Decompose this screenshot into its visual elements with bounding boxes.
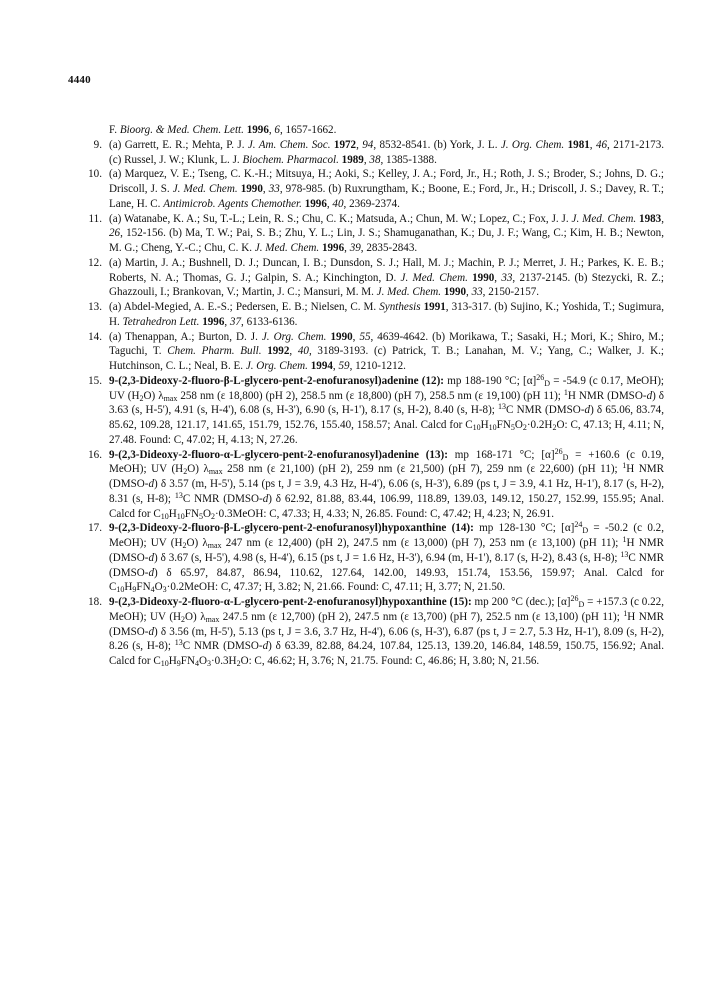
- reference-text-run: 38: [369, 153, 381, 166]
- reference-text-run: , 2835-2843.: [360, 242, 418, 254]
- reference-text-run: D: [578, 600, 585, 609]
- reference-text-run: 26: [570, 594, 579, 603]
- reference-text-run: 2: [236, 659, 241, 668]
- reference-text-run: ) δ 65.06, 83.74, 85.62, 109.28, 121.17, 141.65, 151.79, 152.76, 155.40, 158.57; Anal. Calcd for C: [109, 404, 664, 431]
- reference-text-run: (a) Martin, J. A.; Bushnell, D. J.; Duncan, I. B.; Dunsdon, S. J.; Hall, M. J.; Machin, P. J.; Merret, J. H.; Parkes, K. E. B.; Roberts, N. A.; Thomas, G. J.; Galpin, S. A.; Kinchington, D.: [109, 256, 664, 284]
- reference-text-run: 4: [150, 585, 155, 595]
- reference-text-run: O: C, 47.13; H, 4.11; N, 27.48. Found: C, 47.02; H, 4.13; N, 27.26.: [109, 419, 664, 446]
- reference-text-run: Antimicrob. Agents Chemother.: [163, 197, 302, 210]
- reference-text-run: d: [148, 625, 154, 638]
- reference-text-run: ,: [262, 183, 269, 195]
- reference-text-run: FN: [180, 655, 195, 667]
- reference-text-run: = +160.6 (c 0.19, MeOH); UV (H: [109, 448, 664, 476]
- reference-text-run: FN: [184, 507, 199, 520]
- reference-text-run: ,: [466, 286, 472, 299]
- reference-text-run: Biochem. Pharmacol.: [242, 153, 339, 166]
- reference-text-run: 1996: [321, 242, 345, 254]
- reference-text-run: ·0.2MeOH: C, 47.37; H, 3.82; N, 21.66. Found: C, 47.11; H, 3.77; N, 21.50.: [166, 581, 506, 594]
- reference-text-run: (a) Marquez, V. E.; Tseng, C. K.-H.; Mitsuya, H.; Aoki, S.; Kelley, J. A.; Ford, Jr., H.; Roth, J. S.; Broder, S.; Johns, D. G.; Driscoll, J. S.: [109, 168, 664, 195]
- reference-text-run: 1996: [202, 315, 225, 328]
- reference-item: [80, 330, 664, 374]
- reference-text-run: 1994: [310, 360, 333, 372]
- reference-text-run: C NMR (DMSO-: [109, 551, 664, 579]
- reference-item: [80, 256, 664, 300]
- reference-text-run: FN: [496, 419, 511, 431]
- reference-text-run: 6: [274, 124, 280, 136]
- reference-number: 15.: [88, 374, 102, 387]
- reference-text-run: H: [480, 419, 489, 431]
- reference-text-run: 26: [109, 227, 121, 240]
- reference-text-run: 13: [620, 549, 629, 559]
- reference-text-run: 10: [472, 423, 481, 432]
- reference-text-run: 1: [623, 608, 628, 618]
- page-number: 4440: [68, 74, 91, 86]
- reference-text-run: 2: [182, 541, 187, 550]
- reference-text-run: , 8532-8541. (b) York, J. L.: [373, 138, 501, 151]
- reference-item: [80, 123, 664, 138]
- reference-text-run: O: [154, 581, 163, 594]
- reference-text-run: 9: [132, 585, 137, 595]
- reference-text-run: 4: [194, 659, 199, 668]
- reference-text-run: , 4639-4642. (b) Morikawa, T.; Sasaki, H.; Mori, K.; Shiro, M.; Taguchi, T.: [109, 330, 665, 358]
- reference-text-run: 33: [501, 271, 513, 284]
- reference-text-run: , 3189-3193. (c) Patrick, T. B.; Lanahan, M. V.; Yang, C.; Walker, J. K.; Hutchinson, C. L.; Neal, B. E.: [109, 345, 665, 372]
- reference-list: [80, 123, 664, 669]
- reference-text-run: , 1385-1388.: [380, 153, 437, 166]
- reference-text-run: mp 188-190 °C; [α]: [443, 374, 537, 387]
- reference-text-run: d: [646, 389, 653, 402]
- reference-text-run: 1990: [472, 271, 495, 284]
- reference-text-run: H NMR (DMSO-: [567, 389, 647, 402]
- reference-text-run: 1990: [330, 330, 353, 343]
- reference-text: [109, 595, 664, 669]
- reference-text-run: 247 nm (ε 12,400) (pH 2), 247.5 nm (ε 13,000) (pH 7), 253 nm (ε 13,100) (pH 11);: [221, 537, 623, 549]
- reference-number: 10.: [88, 168, 102, 181]
- reference-text-run: 37: [229, 315, 242, 328]
- reference-text-run: C NMR (DMSO-: [182, 492, 263, 505]
- reference-text-run: 10: [176, 511, 185, 521]
- reference-text: [109, 448, 664, 522]
- reference-text-run: ) δ 62.92, 81.88, 83.44, 106.99, 118.89, 139.03, 149.12, 150.27, 152.99, 155.95; Anal. Calcd for C: [109, 492, 664, 520]
- reference-text-run: O) λ: [185, 610, 206, 623]
- reference-text-run: 2: [210, 511, 215, 521]
- reference-item: [80, 167, 664, 211]
- reference-text-run: ·0.2H: [526, 419, 553, 431]
- reference-text-run: ·0.3H: [210, 655, 237, 667]
- reference-number: 14.: [88, 330, 102, 343]
- reference-text-run: ,: [352, 330, 360, 343]
- reference-number: 12.: [88, 256, 102, 269]
- reference-text-run: mp 128-130 °C; [α]: [473, 522, 575, 535]
- reference-number: 18.: [88, 596, 102, 608]
- reference-text-run: ) δ 3.63 (s, H-5'), 4.91 (s, H-4'), 6.08 (s, H-3'), 6.90 (s, H-1'), 8.17 (s, H-2), 8.40 (s, H-8);: [109, 389, 665, 417]
- reference-text-run: J. Org. Chem.: [500, 138, 565, 151]
- reference-text: [109, 300, 664, 330]
- reference-text-run: 5: [510, 423, 515, 432]
- reference-text-run: ,: [356, 138, 363, 151]
- reference-text-run: max: [207, 541, 222, 550]
- reference-text-run: 13: [174, 490, 183, 500]
- reference-text-run: 26: [554, 446, 563, 456]
- reference-text-run: 33: [268, 183, 280, 195]
- reference-text-run: Synthesis: [379, 301, 421, 313]
- reference-text-run: , 2150-2157.: [482, 286, 540, 299]
- reference-item: [80, 595, 664, 669]
- reference-text-run: J. Med. Chem.: [400, 271, 468, 284]
- reference-item: [80, 138, 664, 168]
- reference-text-run: O: [198, 655, 207, 667]
- reference-text-run: mp 168-171 °C; [α]: [447, 448, 555, 461]
- reference-text-run: , 313-317. (b) Sujino, K.; Yoshida, T.; Sugimura, H.: [109, 301, 664, 328]
- reference-text-run: ) δ 3.56 (m, H-5'), 5.13 (ps t, J = 3.6, 3.7 Hz, H-4'), 6.06 (s, H-3'), 6.87 (ps t, J = 2.7, 5.3 Hz, H-1'), 8.09 (s, H-2), 8.26 (s, H-8);: [109, 625, 664, 653]
- reference-text-run: , 978-985. (b) Ruxrungtham, K.; Boone, E.; Ford, Jr., H.; Driscoll, J. S.; Davey, R. T.; Lane, H. C.: [109, 183, 664, 210]
- reference-text-run: d: [148, 478, 154, 490]
- reference-text-run: J. Am. Chem. Soc.: [247, 138, 331, 151]
- reference-text-run: 2: [181, 614, 186, 624]
- reference-text: [109, 212, 664, 256]
- reference-text-run: ) δ 3.57 (m, H-5'), 5.14 (ps t, J = 3.9, 4.3 Hz, H-4'), 6.06 (s, H-3'), 6.89 (ps t, J = 3.9, 4.1 Hz, H-1'), 8.17 (s, H-2), 8.31 (s, H-8);: [109, 478, 664, 505]
- reference-text-run: H: [168, 655, 177, 667]
- reference-item: [80, 448, 664, 522]
- reference-text-run: H NMR (DMSO-: [109, 537, 664, 564]
- reference-text-run: ) δ 3.67 (s, H-5'), 4.98 (s, H-4'), 6.15 (ps t, J = 1.6 Hz, H-3'), 6.94 (m, H-1'), 8.17 (s, H-2), 8.43 (s, H-8);: [154, 551, 621, 564]
- reference-text-run: J. Med. Chem.: [571, 212, 637, 225]
- reference-text-run: J. Med. Chem.: [172, 183, 238, 195]
- reference-text-run: 3: [206, 659, 211, 668]
- reference-text-run: 258 nm (ε 21,100) (pH 2), 259 nm (ε 21,500) (pH 7), 259 nm (ε 22,600) (pH 11);: [222, 463, 623, 476]
- reference-text-run: d: [584, 404, 591, 417]
- reference-number: 17.: [88, 522, 102, 535]
- reference-text: [109, 167, 664, 211]
- reference-text-run: C NMR (DMSO-: [506, 404, 585, 417]
- reference-text-run: ,: [661, 212, 664, 225]
- reference-text: [109, 138, 664, 168]
- reference-text-run: H NMR (DMSO-: [109, 463, 665, 490]
- reference-text-run: = -54.9 (c 0.17, MeOH); UV (H: [109, 374, 664, 402]
- reference-text-run: Chem. Pharm. Bull.: [167, 345, 262, 358]
- reference-text-run: J. Med. Chem.: [254, 242, 320, 254]
- reference-text-run: 10: [160, 511, 169, 521]
- reference-text: [109, 374, 664, 448]
- reference-text-run: 9-(2,3-Dideoxy-2-fluoro-α-L-glycero-pent-2-enofuranosyl)adenine (13):: [109, 448, 448, 461]
- reference-text-run: Bioorg. & Med. Chem. Lett.: [119, 124, 244, 136]
- reference-text-run: 1: [622, 535, 627, 544]
- reference-text-run: = -50.2 (c 0.2, MeOH); UV (H: [109, 522, 664, 549]
- reference-text-run: H: [124, 581, 133, 594]
- reference-text-run: ,: [224, 315, 230, 328]
- reference-text-run: max: [208, 467, 223, 477]
- reference-text-run: 3: [162, 585, 167, 595]
- reference-text-run: 2: [183, 467, 188, 477]
- reference-text-run: 1989: [341, 153, 364, 166]
- reference-text-run: ,: [363, 153, 370, 166]
- reference-text-run: O: [514, 419, 523, 431]
- reference-text-run: 1992: [267, 345, 290, 358]
- reference-text-run: D: [562, 452, 569, 462]
- reference-item: [80, 521, 664, 595]
- reference-text-run: 1981: [567, 138, 590, 151]
- reference-text-run: 26: [536, 372, 545, 382]
- reference-text: [109, 330, 664, 374]
- reference-text: [109, 521, 664, 595]
- reference-text-run: ,: [589, 138, 596, 151]
- reference-text-run: 94: [362, 138, 374, 151]
- reference-text-run: J. Med. Chem.: [376, 286, 442, 299]
- reference-text-run: 13: [498, 402, 507, 412]
- reference-text-run: (a) Abdel-Megied, A. E.-S.; Pedersen, E. B.; Nielsen, C. M.: [109, 301, 380, 313]
- reference-text-run: ,: [268, 124, 275, 136]
- reference-text-run: ,: [326, 197, 333, 210]
- reference-text-run: 1996: [304, 197, 327, 210]
- reference-text-run: 24: [574, 520, 583, 530]
- reference-text-run: , 2171-2173. (c) Russel, J. W.; Klunk, L. J.: [109, 138, 665, 166]
- reference-text-run: 55: [359, 330, 371, 343]
- reference-text-run: 10: [116, 585, 125, 595]
- reference-text-run: H: [168, 507, 177, 520]
- reference-text-run: ,: [289, 345, 298, 358]
- reference-text-run: d: [148, 551, 154, 564]
- reference-text-run: 10: [488, 423, 497, 432]
- reference-text-run: 10: [160, 659, 169, 668]
- reference-text-run: 9: [176, 659, 181, 668]
- reference-text-run: 5: [198, 511, 203, 521]
- reference-text-run: (a) Garrett, E. R.; Mehta, P. J.: [109, 138, 248, 151]
- reference-text-run: mp 200 °C (dec.); [α]: [471, 596, 571, 608]
- reference-text-run: J. Org. Chem.: [245, 360, 308, 372]
- reference-number: 13.: [88, 301, 102, 313]
- reference-text-run: ) δ 63.39, 82.88, 84.24, 107.84, 125.13, 139.20, 146.84, 148.59, 150.75, 156.92; Anal. Calcd for C: [109, 640, 664, 667]
- reference-item: [80, 374, 664, 448]
- reference-text-run: d: [148, 566, 154, 579]
- reference-text-run: 1990: [443, 286, 467, 299]
- reference-text: [109, 123, 664, 138]
- reference-text-run: 39: [349, 242, 361, 254]
- reference-text-run: D: [544, 378, 551, 388]
- reference-text-run: 9-(2,3-Dideoxy-2-fluoro-β-L-glycero-pent-2-enofuranosyl)adenine (12):: [109, 374, 444, 387]
- reference-text-run: 59: [338, 360, 350, 372]
- reference-text-run: ·0.3MeOH: C, 47.33; H, 4.33; N, 26.85. Found: C, 47.42; H, 4.23; N, 26.91.: [214, 507, 554, 520]
- reference-text-run: ,: [494, 271, 502, 284]
- reference-text-run: O) λ: [143, 389, 164, 402]
- reference-item: [80, 300, 664, 330]
- reference-text-run: F.: [109, 124, 120, 136]
- reference-text-run: O: C, 46.62; H, 3.76; N, 21.75. Found: C, 46.86; H, 3.80; N, 21.56.: [240, 655, 540, 667]
- reference-text-run: = +157.3 (c 0.22, MeOH); UV (H: [109, 596, 664, 623]
- reference-text-run: D: [582, 526, 589, 536]
- reference-text-run: 1972: [333, 138, 357, 151]
- reference-text-run: 2: [552, 423, 557, 432]
- reference-text-run: 46: [595, 138, 608, 151]
- reference-text-run: 9-(2,3-Dideoxy-2-fluoro-α-L-glycero-pent-2-enofuranosyl)hypoxanthine (15):: [109, 596, 472, 608]
- reference-text-run: Tetrahedron Lett.: [122, 315, 200, 328]
- reference-text-run: (a) Thenappan, A.; Burton, D. J.: [109, 330, 262, 343]
- reference-text-run: 9-(2,3-Dideoxy-2-fluoro-β-L-glycero-pent-2-enofuranosyl)hypoxanthine (14):: [109, 522, 474, 535]
- reference-text-run: (a) Watanabe, K. A.; Su, T.-L.; Lein, R. S.; Chu, C. K.; Matsuda, A.; Chun, M. W.; Lopez, C.; Fox, J. J.: [109, 212, 572, 225]
- reference-text-run: ,: [332, 360, 339, 372]
- reference-text-run: 1990: [240, 183, 263, 195]
- reference-text-run: 2: [139, 393, 144, 403]
- reference-number: 16.: [88, 448, 102, 461]
- reference-text-run: O) λ: [186, 537, 208, 549]
- reference-text-run: 40: [332, 197, 344, 210]
- reference-text-run: ) δ 65.97, 84.87, 86.94, 110.62, 127.64, 142.00, 149.93, 151.74, 153.56, 159.97; Anal. Calcd for C: [109, 566, 664, 594]
- reference-text-run: d: [262, 492, 269, 505]
- reference-text-run: , 1657-1662.: [279, 124, 337, 136]
- reference-text-run: max: [163, 393, 178, 403]
- reference-text-run: 1983: [639, 212, 662, 225]
- reference-text-run: 13: [174, 638, 183, 648]
- reference-text-run: J. Org. Chem.: [261, 330, 327, 343]
- reference-text-run: ,: [344, 242, 350, 254]
- reference-item: [80, 212, 664, 256]
- reference-text-run: 1996: [246, 124, 269, 136]
- reference-text-run: 33: [471, 286, 483, 299]
- reference-text-run: 1: [622, 461, 627, 471]
- reference-text-run: FN: [136, 581, 151, 594]
- reference-text-run: H NMR (DMSO-: [109, 610, 665, 638]
- reference-text: [109, 256, 664, 300]
- reference-text-run: , 6133-6136.: [241, 315, 298, 328]
- reference-text-run: 247.5 nm (ε 12,700) (pH 2), 247.5 nm (ε 13,700) (pH 7), 252.5 nm (ε 13,100) (pH 11);: [219, 610, 624, 623]
- reference-text-run: d: [262, 640, 269, 653]
- reference-text-run: 258 nm (ε 18,800) (pH 2), 258.5 nm (ε 18,800) (pH 7), 258.5 nm (ε 19,100) (pH 11);: [177, 389, 564, 402]
- reference-text-run: , 2137-2145. (b) Stezycki, R. Z.; Ghazzouli, I.; Brankovan, V.; Martin, J. C.; Mansuri, M. M.: [109, 271, 664, 299]
- reference-text-run: , 1210-1212.: [349, 360, 406, 372]
- reference-text-run: C NMR (DMSO-: [182, 640, 263, 653]
- reference-text-run: , 2369-2374.: [343, 197, 400, 210]
- reference-text-run: 40: [297, 345, 309, 358]
- reference-text-run: O) λ: [187, 463, 209, 476]
- reference-text-run: 1: [563, 387, 568, 397]
- reference-text-run: max: [205, 614, 220, 624]
- reference-number: 9.: [93, 138, 102, 151]
- reference-text-run: 1991: [423, 301, 446, 313]
- reference-text-run: 2: [522, 423, 527, 432]
- reference-text-run: O: [202, 507, 211, 520]
- reference-number: 11.: [88, 212, 102, 225]
- reference-text-run: , 152-156. (b) Ma, T. W.; Pai, S. B.; Zhu, Y. L.; Lin, J. S.; Shamuganathan, K.; Du, J. F.; Wang, C.; Kim, H. B.; Newton, M. G.; Cheng, Y.-C.; Chu, C. K.: [109, 227, 664, 254]
